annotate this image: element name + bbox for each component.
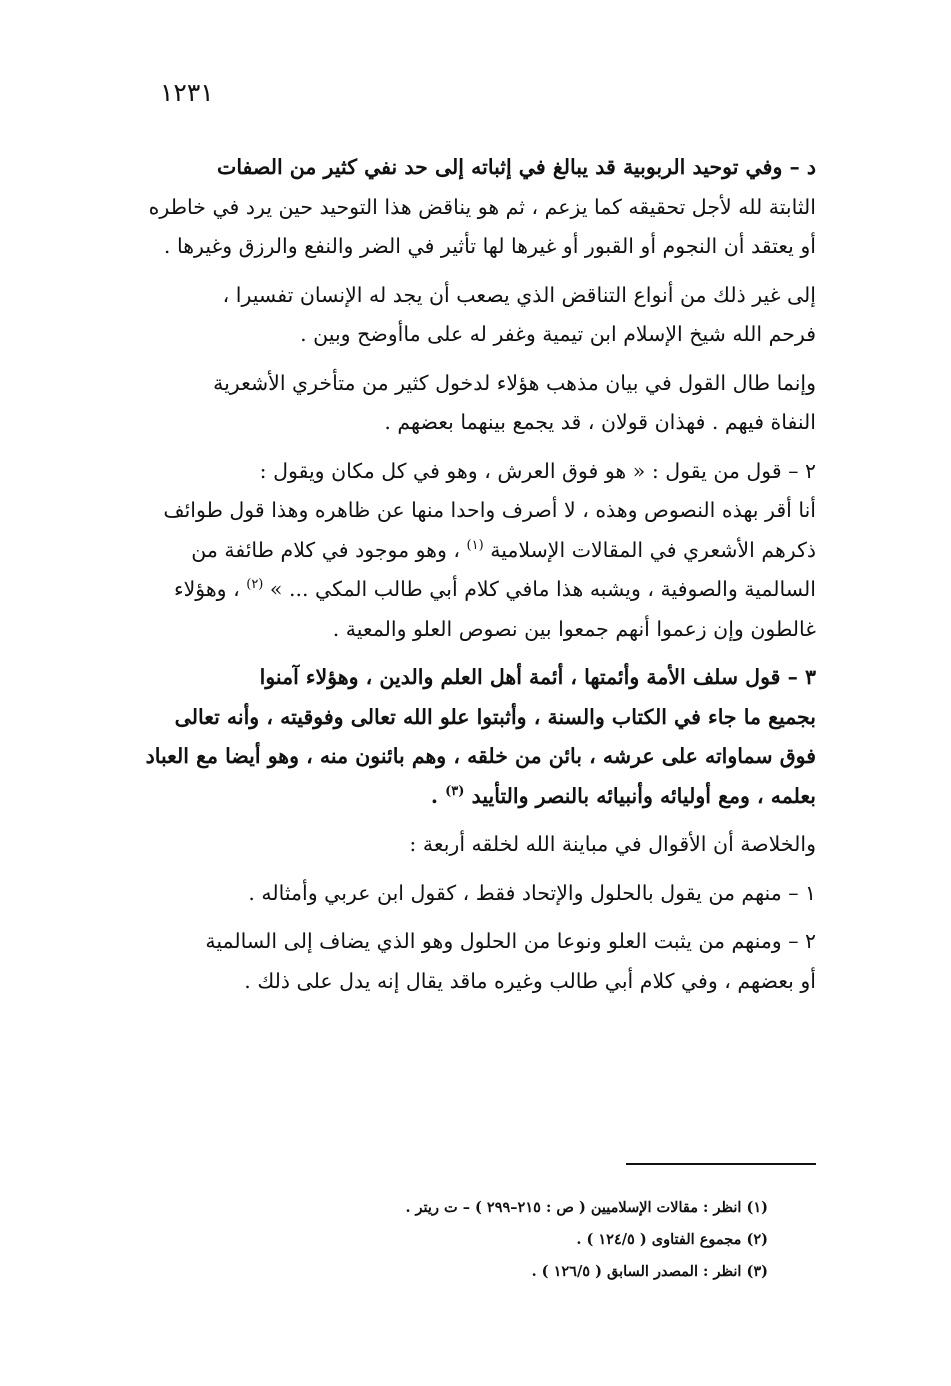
text-line: د – وفي توحيد الربوبية قد يبالغ في إثباته إلى حد نفي كثير من الصفات: [217, 155, 816, 179]
paragraph-summary: [118, 825, 816, 865]
text-segment: السالمية والصوفية ، ويشبه هذا مافي كلام أبي طالب المكي ... »: [269, 577, 816, 601]
text-line: ٣ – قول سلف الأمة وأئمتها ، أئمة أهل العلم والدين ، وهؤلاء آمنوا: [259, 665, 816, 689]
paragraph-item-1: [118, 874, 816, 914]
text-line: فرحم الله شيخ الإسلام ابن تيمية وغفر له على ماأوضح وبين .: [300, 322, 816, 346]
text-line: وإنما طال القول في بيان مذهب هؤلاء لدخول كثير من متأخري الأشعرية: [213, 370, 816, 395]
footnotes: [200, 1192, 768, 1288]
paragraph-item-2: [118, 922, 816, 1001]
paragraph-view-3: [118, 658, 816, 816]
text-line: أنا أقر بهذه النصوص وهذه ، لا أصرف واحدا منها عن ظاهره وهذا قول طوائف: [163, 498, 816, 522]
text-line: فوق سماواته على عرشه ، بائن من خلقه ، وهم بائنون منه ، وهو أيضا مع العباد: [145, 744, 816, 768]
text-line: ٢ – ومنهم من يثبت العلو ونوعا من الحلول وهو الذي يضاف إلى السالمية: [205, 929, 816, 953]
page-number: ١٢٣١: [160, 78, 214, 107]
text-line: أو يعتقد أن النجوم أو القبور أو غيرها لها تأثير في الضر والنفع والرزق وغيرها .: [163, 234, 816, 258]
text-segment: ذكرهم الأشعري في المقالات الإسلامية: [490, 537, 816, 562]
footnote-ref-3[interactable]: (٣): [445, 783, 465, 799]
footnote-2: (٢) مجموع الفتاوى ( ١٢٤/٥ ) .: [576, 1231, 768, 1248]
paragraph-two-views: [118, 364, 816, 443]
text-line: [118, 777, 816, 817]
text-line: ٢ – قول من يقول : « هو فوق العرش ، وهو في كل مكان ويقول :: [259, 458, 816, 483]
text-segment: ، وهؤلاء: [173, 577, 240, 601]
text-line: بجميع ما جاء في الكتاب والسنة ، وأثبتوا علو الله تعالى وفوقيته ، وأنه تعالى: [174, 704, 816, 729]
text-line: [118, 531, 816, 571]
text-line: ١ – منهم من يقول بالحلول والإتحاد فقط ، كقول ابن عربي وأمثاله .: [248, 880, 816, 905]
footnote-3: (٣) انظر : المصدر السابق ( ١٢٦/٥ ) .: [531, 1263, 768, 1280]
main-text: [118, 148, 816, 1010]
text-segment: ، وهو موجود في كلام طائفة من: [191, 537, 461, 562]
paragraph-d: [118, 148, 816, 267]
text-line: غالطون وإن زعموا أنهم جمعوا بين نصوص العلو والمعية .: [332, 616, 816, 641]
text-segment: بعلمه ، ومع أوليائه وأنبيائه بالنصر والتأييد: [471, 783, 816, 808]
text-line: [118, 570, 816, 610]
footnote-ref-2[interactable]: (٢): [246, 577, 264, 593]
text-line: إلى غير ذلك من أنواع التناقض الذي يصعب أن يجد له الإنسان تفسيرا ،: [222, 282, 816, 307]
text-segment: .: [430, 783, 438, 808]
paragraph-contradictions: [118, 276, 816, 355]
text-line: والخلاصة أن الأقوال في مباينة الله لخلقه أربعة :: [409, 832, 816, 856]
paragraph-view-2: [118, 452, 816, 650]
text-line: الثابتة لله لأجل تحقيقه كما يزعم ، ثم هو يناقض هذا التوحيد حين يرد في خاطره: [148, 194, 816, 219]
footnote-ref-1[interactable]: (١): [466, 537, 484, 553]
footnote-1: (١) انظر : مقالات الإسلاميين ( ص : ٢١٥–٢٩٩ ) – ت ريتر .: [405, 1199, 768, 1216]
text-line: أو بعضهم ، وفي كلام أبي طالب وغيره ماقد يقال إنه يدل على ذلك .: [244, 968, 816, 993]
text-line: النفاة فيهم . فهذان قولان ، قد يجمع بينهما بعضهم .: [384, 410, 816, 434]
footnote-divider: [626, 1163, 816, 1165]
